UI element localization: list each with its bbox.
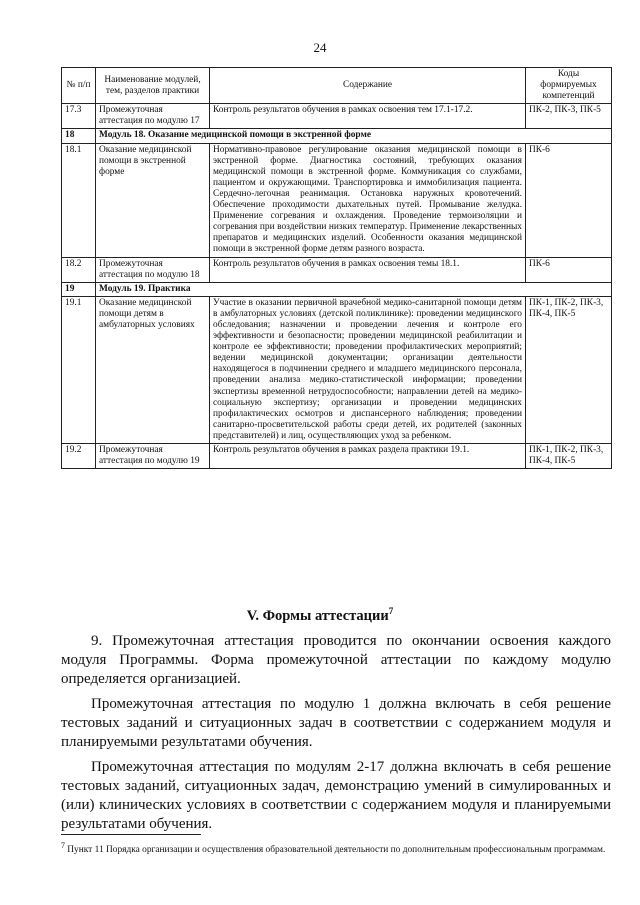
module-title: Модуль 19. Практика (96, 282, 612, 296)
row-content: Контроль результатов обучения в рамках освоения темы 18.1. (210, 257, 526, 282)
row-name: Оказание медицинской помощи в экстренной форме (96, 143, 210, 257)
row-content: Участие в оказании первичной врачебной медико-санитарной помощи детям в амбулаторных условиях (детской поликлинике): проведении медицинского обследования; назначении и проведении лечения и контроле его эффективности и безопасности; проведении медицинской реабилитации и контроле ее эффективности; проведении профилактических мероприятий; ведении медицинской документации; организации деятельности находящегося в подчинении среднего и младшего медицинского персонала, проведении анализа медико-статистической информации; проведении экспертизы временной нетрудоспособности; направлении детей на медико-социальную экспертизу; организации и проведении медицинских профилактических осмотров и диспансерного наблюдения; проведении санитарно-просветительской работы среди детей, их родителей (законных представителей) и лиц, осуществляющих уход за ребенком. (210, 296, 526, 443)
row-codes: ПК-1, ПК-2, ПК-3, ПК-4, ПК-5 (526, 296, 612, 443)
table-row (62, 296, 612, 443)
paragraph: 9. Промежуточная аттестация проводится по окончании освоения каждого модуля Программы. Форма промежуточной аттестации по каждому модулю определяется организацией. (61, 633, 611, 687)
row-codes: ПК-6 (526, 257, 612, 282)
row-num: 17.3 (62, 104, 96, 129)
header-content: Содержание (210, 68, 526, 104)
header-codes: Коды формируемых компетенций (526, 68, 612, 104)
row-name: Промежуточная аттестация по модулю 17 (96, 104, 210, 129)
table-row (62, 444, 612, 469)
footnote-reference: 7 (388, 606, 394, 616)
row-content: Нормативно-правовое регулирование оказания медицинской помощи в экстренной форме. Диагностика состояний, требующих оказания медицинской помощи в экстренной форме. Коммуникация со службами, пациентом и окружающими. Транспортировка и иммобилизация пациента. Сердечно-легочная реанимация. Остановка наружных кровотечений. Обеспечение проходимости дыхательных путей. Промывание желудка. Применение согревания и охлаждения. Проведение термоизоляции и согревания при воздействии низких температур. Применение лекарственных препаратов и медицинских изделий. Особенности оказания медицинской помощи в экстренной форме детям разного возраста. (210, 143, 526, 257)
module-num: 18 (62, 129, 96, 143)
row-name: Промежуточная аттестация по модулю 19 (96, 444, 210, 469)
program-table (61, 67, 612, 469)
table-row (62, 104, 612, 129)
section-title-text: V. Формы аттестации (246, 607, 389, 624)
row-num: 18.1 (62, 143, 96, 257)
row-num: 19.1 (62, 296, 96, 443)
page-number: 24 (313, 40, 327, 55)
module-num: 19 (62, 282, 96, 296)
module-row (62, 129, 612, 143)
table-header-row (62, 68, 612, 104)
footnote-text: Пункт 11 Порядка организации и осуществления образовательной деятельности по дополнительным профессиональным программам. (67, 845, 606, 856)
module-row (62, 282, 612, 296)
body-text (61, 632, 611, 840)
row-codes: ПК-1, ПК-2, ПК-3, ПК-4, ПК-5 (526, 444, 612, 469)
paragraph: Промежуточная аттестация по модулям 2-17 должна включать в себя решение тестовых заданий, ситуационных задач, демонстрацию умений в симулированных и (или) клинических условиях в соответствии с содержанием модуля и планируемыми результатами обучения. (61, 759, 611, 832)
section-title (0, 606, 640, 625)
row-content: Контроль результатов обучения в рамках освоения тем 17.1-17.2. (210, 104, 526, 129)
row-content: Контроль результатов обучения в рамках раздела практики 19.1. (210, 444, 526, 469)
row-num: 19.2 (62, 444, 96, 469)
row-codes: ПК-2, ПК-3, ПК-5 (526, 104, 612, 129)
footnote (61, 840, 611, 856)
table-row (62, 257, 612, 282)
header-num: № п/п (62, 68, 96, 104)
row-codes: ПК-6 (526, 143, 612, 257)
footnote-mark: 7 (61, 841, 65, 850)
header-name: Наименование модулей, тем, разделов практики (96, 68, 210, 104)
paragraph: Промежуточная аттестация по модулю 1 должна включать в себя решение тестовых заданий и ситуационных задач в соответствии с содержанием модуля и планируемыми результатами обучения. (61, 696, 611, 750)
row-num: 18.2 (62, 257, 96, 282)
row-name: Промежуточная аттестация по модулю 18 (96, 257, 210, 282)
row-name: Оказание медицинской помощи детям в амбулаторных условиях (96, 296, 210, 443)
table-row (62, 143, 612, 257)
footnote-divider (61, 834, 201, 835)
module-title: Модуль 18. Оказание медицинской помощи в экстренной форме (96, 129, 612, 143)
